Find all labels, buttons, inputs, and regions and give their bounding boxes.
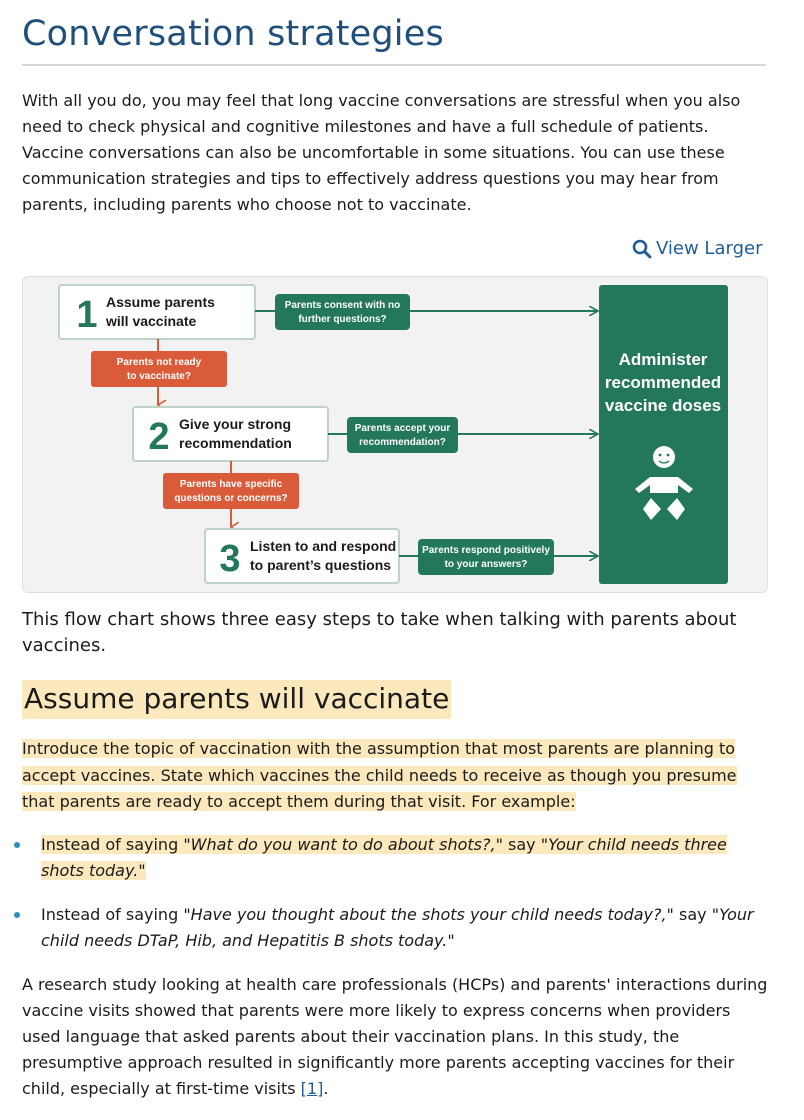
research-paragraph — [22, 972, 772, 1102]
intro-paragraph: With all you do, you may feel that long vaccine conversations are stressful when you also need to check physical and cognitive milestones and have a full schedule of patients. Vaccine conversations can also be uncomfortable in some situations. You can use these communication strategies and tips to effectively address questions you may hear from parents, including parents who choose not to vaccinate. — [22, 91, 741, 214]
no-2-line-1: Parents have specific — [179, 479, 283, 490]
section-paragraph — [22, 736, 774, 816]
yes-2-line-2: recommendation? — [359, 437, 446, 448]
list-item-quote-after: "Your child needs DTaP, Hib, and Hepatitis B shots today." — [41, 905, 754, 950]
step-3-line-2: to parent’s questions — [250, 557, 392, 573]
search-icon — [632, 239, 652, 259]
list-item-quote-before: "Have you thought about the shots your child needs today?," — [183, 905, 674, 924]
view-larger-label: View Larger — [656, 238, 763, 259]
step-3-number: 3 — [219, 538, 241, 580]
list-item-highlight — [41, 835, 727, 880]
step-3-line-1: Listen to and respond — [250, 538, 397, 554]
flowchart-figure[interactable] — [22, 276, 768, 593]
list-item-mid: say — [673, 905, 712, 924]
outcome-line-3: vaccine doses — [604, 396, 722, 415]
step-2-line-2: recommendation — [179, 435, 292, 451]
outcome-line-1: Administer — [618, 350, 708, 369]
figure-caption: This flow chart shows three easy steps to take when talking with parents about vaccines. — [22, 609, 737, 656]
step-2-line-1: Give your strong — [179, 416, 292, 432]
list-item-quote-after: "Your child needs three shots today." — [41, 835, 727, 880]
list-item-prefix: Instead of saying — [41, 835, 184, 854]
title-divider — [22, 64, 766, 66]
list-item — [22, 832, 772, 884]
research-end: . — [323, 1079, 329, 1098]
section-heading: Assume parents will vaccinate — [22, 680, 451, 719]
step-1-line-1: Assume parents — [106, 294, 215, 310]
example-list — [22, 832, 772, 972]
list-item — [22, 902, 772, 954]
list-item-prefix: Instead of saying — [41, 905, 184, 924]
no-1-line-2: to vaccinate? — [127, 371, 191, 382]
yes-3-line-2: to your answers? — [444, 559, 528, 570]
no-1-line-1: Parents not ready — [116, 357, 202, 368]
page-title: Conversation strategies — [22, 14, 444, 54]
flowchart — [23, 277, 767, 592]
yes-1-line-1: Parents consent with no — [284, 300, 401, 311]
yes-3-line-1: Parents respond positively — [422, 545, 550, 556]
list-item-mid: say — [502, 835, 541, 854]
research-text: A research study looking at health care professionals (HCPs) and parents' interactions during vaccine visits showed that parents were more likely to express concerns when providers used language that asked parents about their vaccination plans. In this study, the presumptive approach resulted in significantly more parents accepting vaccines for their child, especially at first-time visits — [22, 975, 768, 1098]
outcome-line-2: recommended — [604, 373, 722, 392]
highlighted-paragraph-text: Introduce the topic of vaccination with the assumption that most parents are planning to accept vaccines. State which vaccines the child needs to receive as though you presume that parents are ready to accept them during that visit. For example: — [22, 739, 737, 811]
no-2-line-2: questions or concerns? — [174, 493, 288, 504]
bullet-marker — [14, 842, 20, 848]
step-2-number: 2 — [148, 416, 170, 458]
step-1-line-2: will vaccinate — [106, 313, 197, 329]
outcome-panel — [599, 285, 728, 584]
citation-link[interactable]: [1] — [300, 1079, 324, 1098]
view-larger-link[interactable] — [632, 238, 762, 259]
list-item-quote-before: "What do you want to do about shots?," — [183, 835, 503, 854]
yes-2-line-1: Parents accept your — [354, 423, 451, 434]
bullet-marker — [14, 912, 20, 918]
yes-1-line-2: further questions? — [298, 314, 387, 325]
step-1-number: 1 — [76, 294, 98, 336]
